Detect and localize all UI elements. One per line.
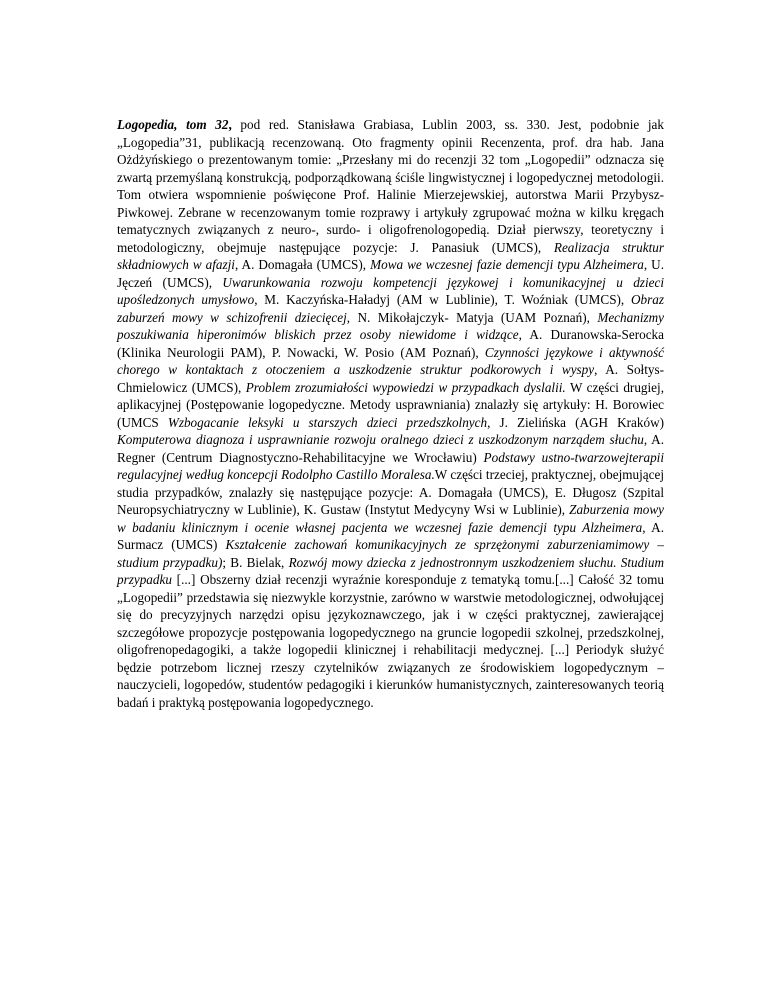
review-text: W części drugiej, aplikacyjnej (Postępowanie logopedyczne. Metody usprawniania) znalazły się artykuły: H. Borowiec (UMCS (117, 379, 664, 430)
review-document (117, 116, 664, 711)
review-text: , A. Surmacz (UMCS) (117, 519, 664, 552)
article-title: Uwarunkowania rozwoju kompetencji językowej i komunikacyjnej u dzieci upośledzonych umysłowo (117, 274, 664, 307)
article-title: Zaburzenia mowy w badaniu klinicznym i ocenie własnej pacjenta we wczesnej fazie demencji typu Alzheimera (117, 502, 664, 535)
article-title: Rozwój mowy dziecka z jednostronnym uszkodzeniem słuchu. Studium przypadku (117, 554, 664, 587)
review-text: W części trzeciej, praktycznej, obejmującej studia przypadków, znalazły się następujące pozycje: A. Domagała (UMCS), E. Długosz (Szpital Neuropsychiatryczny w Lublinie), K. Gustaw (Instytut Medycyny Wsi w Lublinie), (117, 467, 665, 517)
review-text: , A. Regner (Centrum Diagnostyczno-Rehabilitacyjne we Wrocławiu) (117, 432, 665, 465)
article-title: Kształcenie zachowań komunikacyjnych ze sprzężonymi zaburzeniamimowy – studium przypadku) (117, 537, 664, 570)
article-title: Podstawy ustno-twarzowejterapii regulacyjnej według koncepcji Rodolpho Castillo Moralesa. (117, 449, 665, 482)
article-title: Wzbogacanie leksyki u starszych dzieci przedszkolnych (167, 414, 488, 430)
review-text: , J. Zielińska (AGH Kraków) (487, 414, 664, 430)
review-text: , A. Domagała (UMCS), (234, 257, 371, 272)
article-title: Problem zrozumiałości wypowiedzi w przypadkach dyslalii. (245, 379, 566, 395)
review-text: , M. Kaczyńska-Haładyj (AM w Lublinie), T. Woźniak (UMCS), (254, 292, 631, 307)
article-title: Komputerowa diagnoza i usprawnianie rozwoju oralnego dzieci z uszkodzonym narządem słuchu (117, 432, 644, 447)
article-title: Mowa we wczesnej fazie demencji typu Alzheimera (370, 257, 644, 272)
article-title: Mechanizmy poszukiwania hiperonimów bliskich przez osoby niewidome i widzące (117, 309, 664, 342)
article-title: Realizacja struktur składniowych w afazji (117, 239, 664, 272)
review-text: [...] Obszerny dział recenzji wyraźnie koresponduje z tematyką tomu.[...] Całość 32 tomu „Logopedii” przedstawia się niezwykle korzystnie, zarówno w warstwie metodologicznej, odwołującej się do precyzyjnych narzędzi opisu językoznawczego, jak i w części praktycznej, zawierającej szczegółowe propozycje postępowania logopedycznego na gruncie logopedii szkolnej, przedszkolnej, oligofrenopedagogiki, a także logopedii klinicznej i rehabilitacji medycznej. [...] Periodyk służyć będzie potrzebom licznej rzeszy czytelników związanych ze środowiskiem logopedycznym – nauczycieli, logopedów, studentów pedagogiki i kierunków humanistycznych, zainteresowanych teorią badań i praktyką postępowania logopedycznego. (117, 572, 664, 710)
journal-title: Logopedia, tom 32 (117, 117, 229, 132)
article-title: Obraz zaburzeń mowy w schizofrenii dziecięcej (117, 292, 664, 325)
review-text: , A. Sołtys-Chmielowicz (UMCS), (117, 362, 665, 395)
review-text: , A. Duranowska-Serocka (Klinika Neurologii PAM), P. Nowacki, W. Posio (AM Poznań), (117, 327, 665, 360)
review-text: , N. Mikołajczyk- Matyja (UAM Poznań), (346, 309, 598, 325)
review-paragraph: Logopedia, tom 32, pod red. Stanisława Grabiasa, Lublin 2003, ss. 330. Jest, podobnie jak „Logopedia”31, publikacją recenzowaną. Oto fragmenty opinii Recenzenta, prof. dra hab. Jana Ożdżyńskiego o prezentowanym tomie: „Przesłany mi do recenzji 32 tom „Logopedii” odznacza się zwartą przemyślaną konstrukcją, podporządkowaną ściśle lingwistycznej i logopedycznej metodologii. Tom otwiera wspomnienie poświęcone Prof. Halinie Mierzejewskiej, autorstwa Marii Przybysz-Piwkowej. Zebrane w recenzowanym tomie rozprawy i artykuły zgrupować można w kilku kręgach tematycznych związanych z neuro-, surdo- i oligofrenologopedią. Dział pierwszy, teoretyczny i metodologiczny, obejmuje następujące pozycje: J. Panasiuk (UMCS), Realizacja struktur składniowych w afazji, A. Domagała (UMCS), Mowa we wczesnej fazie demencji typu Alzheimera, U. Jęczeń (UMCS), Uwarunkowania rozwoju kompetencji językowej i komunikacyjnej u dzieci upośledzonych umysłowo, M. Kaczyńska-Haładyj (AM w Lublinie), T. Woźniak (UMCS), Obraz zaburzeń mowy w schizofrenii dziecięcej, N. Mikołajczyk- Matyja (UAM Poznań), Mechanizmy poszukiwania hiperonimów bliskich przez osoby niewidome i widzące, A. Duranowska-Serocka (Klinika Neurologii PAM), P. Nowacki, W. Posio (AM Poznań), Czynności językowe i aktywność chorego w kontaktach z otoczeniem a uszkodzenie struktur podkorowych i wyspy, A. Sołtys-Chmielowicz (UMCS), Problem zrozumiałości wypowiedzi w przypadkach dyslalii. W części drugiej, aplikacyjnej (Postępowanie logopedyczne. Metody usprawniania) znalazły się artykuły: H. Borowiec (UMCS Wzbogacanie leksyki u starszych dzieci przedszkolnych, J. Zielińska (AGH Kraków) Komputerowa diagnoza i usprawnianie rozwoju oralnego dzieci z uszkodzonym narządem słuchu, A. Regner (Centrum Diagnostyczno-Rehabilitacyjne we Wrocławiu) Podstawy ustno-twarzowejterapii regulacyjnej według koncepcji Rodolpho Castillo Moralesa.W części trzeciej, praktycznej, obejmującej studia przypadków, znalazły się następujące pozycje: A. Domagała (UMCS), E. Długosz (Szpital Neuropsychiatryczny w Lublinie), K. Gustaw (Instytut Medycyny Wsi w Lublinie), Zaburzenia mowy w badaniu klinicznym i ocenie własnej pacjenta we wczesnej fazie demencji typu Alzheimera, A. Surmacz (UMCS) Kształcenie zachowań komunikacyjnych ze sprzężonymi zaburzeniamimowy – studium przypadku); B. Bielak, Rozwój mowy dziecka z jednostronnym uszkodzeniem słuchu. Studium przypadku [...] Obszerny dział recenzji wyraźnie koresponduje z tematyką tomu.[...] Całość 32 tomu „Logopedii” przedstawia się niezwykle korzystnie, zarówno w warstwie metodologicznej, odwołującej się do precyzyjnych narzędzi opisu językoznawczego, jak i w części praktycznej, zawierającej szczegółowe propozycje postępowania logopedycznego na gruncie logopedii szkolnej, przedszkolnej, oligofrenopedagogiki, a także logopedii klinicznej i rehabilitacji medycznej. [...] Periodyk służyć będzie potrzebom licznej rzeszy czytelników związanych ze środowiskiem logopedycznym – nauczycieli, logopedów, studentów pedagogiki i kierunków humanistycznych, zainteresowanych teorią badań i praktyką postępowania logopedycznego. (117, 117, 665, 710)
review-text: ; B. Bielak, (222, 554, 289, 570)
review-text: pod red. Stanisława Grabiasa, Lublin 2003, ss. 330. Jest, podobnie jak „Logopedia”31, publikacją recenzowaną. Oto fragmenty opinii Recenzenta, prof. dra hab. Jana Ożdżyńskiego o prezentowanym tomie: „Przesłany mi do recenzji 32 tom „Logopedii” odznacza się zwartą przemyślaną konstrukcją, podporządkowaną ściśle lingwistycznej i logopedycznej metodologii. Tom otwiera wspomnienie poświęcone Prof. Halinie Mierzejewskiej, autorstwa Marii Przybysz-Piwkowej. Zebrane w recenzowanym tomie rozprawy i artykuły zgrupować można w kilku kręgach tematycznych związanych z neuro-, surdo- i oligofrenologopedią. Dział pierwszy, teoretyczny i metodologiczny, obejmuje następujące pozycje: J. Panasiuk (UMCS), (117, 117, 664, 255)
review-text: , U. Jęczeń (UMCS), (117, 257, 664, 290)
article-title: Czynności językowe i aktywność chorego w kontaktach z otoczeniem a uszkodzenie struktur podkorowych i wyspy (117, 344, 664, 377)
